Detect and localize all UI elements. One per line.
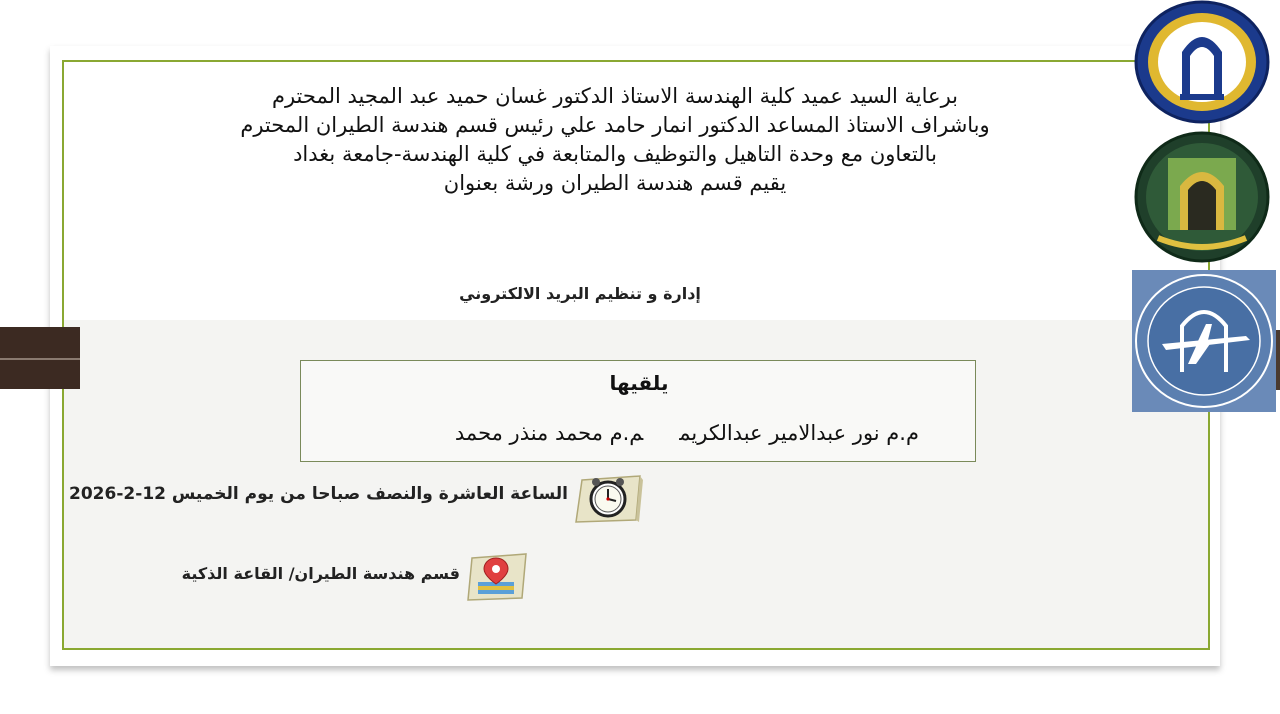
department-logo [1128, 268, 1278, 414]
time-text: الساعة العاشرة والنصف صباحا من يوم الخميس 12-2-2026 [69, 484, 568, 504]
announcement-header [130, 82, 1100, 198]
speakers-box [300, 360, 976, 462]
university-logo [1128, 0, 1278, 124]
speaker-name-1: م.م نور عبدالامير عبدالكريم [679, 421, 919, 445]
place-text: قسم هندسة الطيران/ القاعة الذكية [181, 564, 460, 583]
speaker-name-2: م.م محمد منذر محمد [454, 421, 644, 445]
map-pin-icon [466, 550, 530, 602]
alarm-clock-icon [574, 472, 644, 524]
header-line-2: وباشراف الاستاذ المساعد الدكتور انمار حامد علي رئيس قسم هندسة الطيران المحترم [240, 113, 990, 137]
time-row [69, 470, 644, 526]
header-line-4: يقيم قسم هندسة الطيران ورشة بعنوان [443, 171, 787, 195]
place-row [181, 548, 530, 604]
workshop-title: إدارة و تنظيم البريد الالكتروني [459, 284, 701, 303]
header-line-3: بالتعاون مع وحدة التاهيل والتوظيف والمتابعة في كلية الهندسة-جامعة بغداد [293, 142, 937, 166]
speakers-names [419, 421, 919, 445]
speakers-heading: يلقيها [609, 371, 669, 395]
college-logo [1128, 128, 1278, 266]
header-line-1: برعاية السيد عميد كلية الهندسة الاستاذ الدكتور غسان حميد عبد المجيد المحترم [271, 84, 959, 108]
left-tab-divider [0, 358, 80, 360]
